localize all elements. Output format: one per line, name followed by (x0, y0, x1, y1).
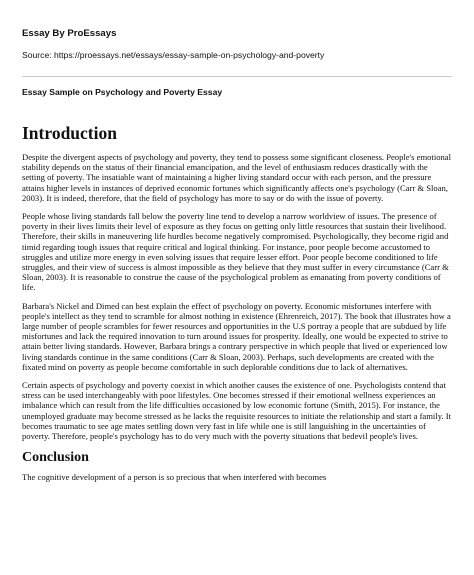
section-introduction (22, 123, 452, 441)
paragraph: Certain aspects of psychology and poverty coexist in which another causes the existence of one. Psychologists contend that stress can be used interchangeably with poor lifestyles. One becomes stressed if their emotional wellness experiences an imbalance which can result from the life difficulties occasioned by low economic fortune (Smith, 2015). For instance, the unemployed graduate may become stressed as he lacks the requisite resources to initiate the relationship and start a family. It becomes traumatic to see age mates settling down very fast in life while one is still languishing in the uncertainties of poverty. Therefore, people's psychology has to do very much with the poverty situations that bedevil people's lives. (22, 380, 451, 442)
paragraph: Despite the divergent aspects of psychology and poverty, they tend to possess some significant closeness. People's emotional stability depends on the status of their financial emancipation, and the level of enthusiasm reduces drastically with the setting of poverty. The insatiable want of maintaining a higher living standard occur with each person, and the pressure attains higher levels in instances of deprived economic fortunes which significantly affects one's psychology (Carr & Sloan, 2003). It is indeed, therefore, that the field of psychology has more to say or do with the issue of poverty. (22, 152, 452, 203)
section-conclusion (22, 449, 452, 482)
document-title: Essay Sample on Psychology and Poverty Essay (22, 87, 223, 97)
paragraph: The cognitive development of a person is so precious that when interfered with becomes (22, 472, 327, 483)
header-divider (22, 76, 452, 77)
paragraph: Barbara's Nickel and Dimed can best explain the effect of psychology on poverty. Economic misfortunes interfere with people's intellect as they tend to scramble for almost nothing in existence (Ehrenreich, 2017). The book that illustrates how a large number of people scrambles for fewer resources and opportunities in the U.S portray a people that are subdued by life misfortunes and lack the required innovation to turn around issues for prosperity. Ideally, one would be expected to strive to attain better living standards. However, Barbara brings a contrary perspective in which people that lived or experienced low living standards continue in the same conditions (Carr & Sloan, 2003). Perhaps, such developments are created with the fixated mind on poverty as people become comfortable in such deplorable conditions due to lack of alternatives. (22, 300, 451, 372)
section-heading: Conclusion (22, 450, 89, 466)
site-brand: Essay By ProEssays (22, 28, 117, 39)
section-heading: Introduction (22, 123, 117, 143)
paragraph: People whose living standards fall below the poverty line tend to develop a narrow worldview of issues. The presence of poverty in their lives limits their level of exposure as they focus on getting only little resources that sustain their livelihood. Therefore, their skills in maneuvering life hurdles become negatively compromised. Psychologically, they become rigid and timid regarding tough issues that require critical and logical thinking. For instance, poor people become accustomed to struggles and utilize more energy in even solving issues that require lesser effort. Poor people become conditioned to life struggles, and their view of success is almost impossible as they believe that they must suffer in every circumstance (Carr & Sloan, 2003). It is reasonable to construe the cause of the psychological problem as emanating from poverty conditions of life. (22, 211, 449, 293)
source-url: Source: https://proessays.net/essays/essay-sample-on-psychology-and-poverty (22, 50, 325, 60)
